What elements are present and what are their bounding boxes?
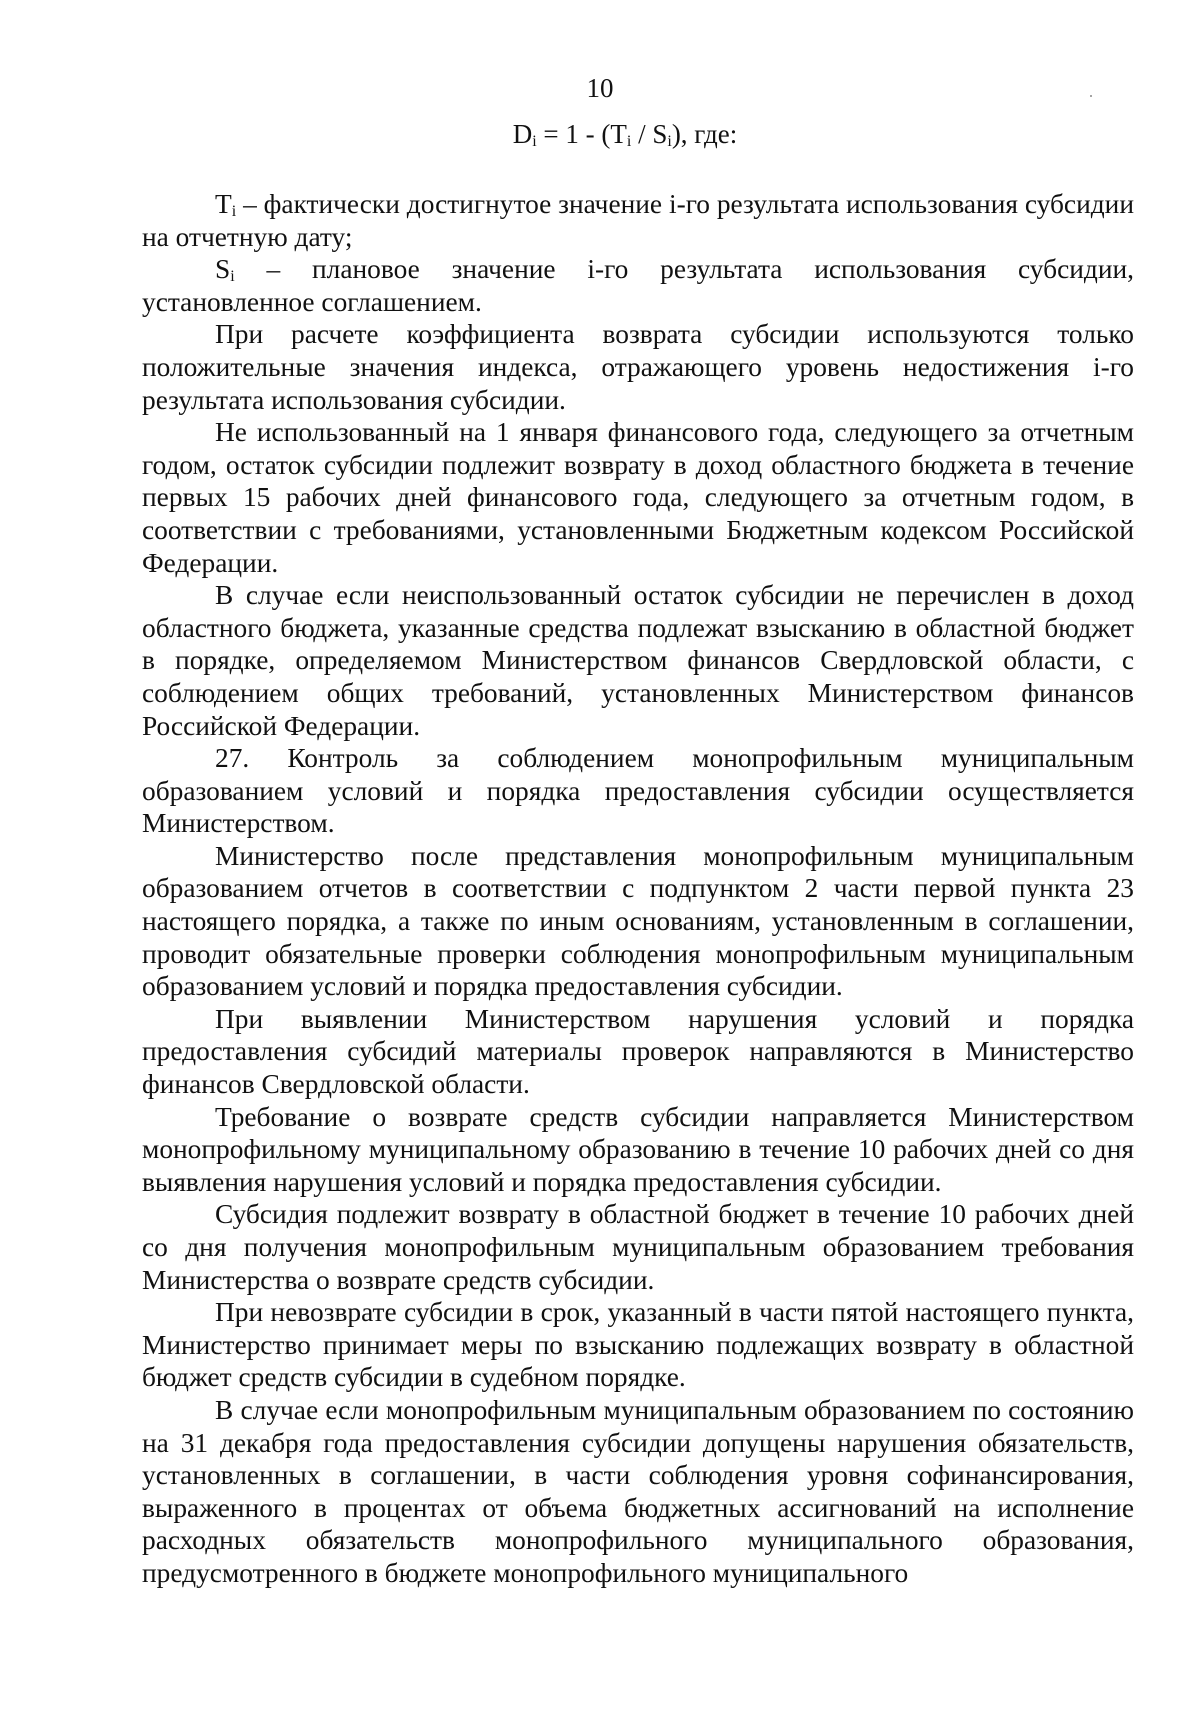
formula-tail: ), где: <box>671 119 738 149</box>
paragraph-coefficient: При расчете коэффициента возврата субсидии используются только положительные значения индекса, отражающего уровень недостижения i-го результата использования субсидии. <box>142 319 1134 415</box>
paragraph-unused-balance: Не использованный на 1 января финансового года, следующего за отчетным годом, остаток субсидии подлежит возврату в доход областного бюджета в течение первых 15 рабочих дней финансового года, следующего за отчетным годом, в соответствии с требованиями, установленными Бюджетным кодексом Российской Федерации. <box>142 417 1134 578</box>
formula-lhs-subscript: i <box>532 133 537 150</box>
ti-definition-text: – фактически достигнутое значение i-го результата использования субсидии на отчетную дату; <box>142 189 1134 252</box>
document-body <box>142 188 1134 1590</box>
paragraph-si-definition <box>142 253 1134 318</box>
si-definition-text: – плановое значение i-го результата использования субсидии, установленное соглашением. <box>142 254 1134 317</box>
paragraph-violations: При выявлении Министерством нарушения условий и порядка предоставления субсидий материалы проверок направляются в Министерство финансов Свердловской области. <box>142 1003 1134 1100</box>
symbol-s: S <box>215 254 231 285</box>
formula-t-subscript: i <box>626 133 632 150</box>
paragraph-ti-definition <box>142 188 1134 253</box>
formula-s-subscript: i <box>667 133 672 150</box>
formula-lhs: D <box>512 119 533 149</box>
symbol-s-subscript: i <box>230 268 235 286</box>
formula-part-2: / S <box>631 119 668 149</box>
paragraph-item-27: 27. Контроль за соблюдением монопрофильным муниципальным образованием условий и порядка предоставления субсидии осуществляется Министерством. <box>142 743 1134 839</box>
paragraph-refund-demand: Требование о возврате средств субсидии направляется Министерством монопрофильному муниципальному образованию в течение 10 рабочих дней со дня выявления нарушения условий и порядка предоставления субсидии. <box>142 1101 1134 1197</box>
formula <box>0 118 1200 150</box>
formula-part-1: = 1 - (T <box>536 119 627 149</box>
symbol-t: T <box>215 189 232 219</box>
paragraph-recovery: В случае если неиспользованный остаток субсидии не перечислен в доход областного бюджета, указанные средства подлежат взысканию в областной бюджет в порядке, определяемом Министерством финансов Свердловской области, с соблюдением общих требований, установленных Министерством финансов Российской Федерации. <box>142 580 1134 741</box>
symbol-t-subscript: i <box>231 203 237 220</box>
paragraph-court-recovery: При невозврате субсидии в срок, указанный в части пятой настоящего пункта, Министерство принимает меры по взысканию подлежащих возврату в областной бюджет средств субсидии в судебном порядке. <box>142 1297 1134 1393</box>
paragraph-inspections: Министерство после представления монопрофильным муниципальным образованием отчетов в соответствии с подпунктом 2 части первой пункта 23 настоящего порядка, а также по иным основаниям, установленным в соглашении, проводит обязательные проверки соблюдения монопрофильным муниципальным образованием условий и порядка предоставления субсидии. <box>142 840 1134 1002</box>
page-number: 10 <box>586 73 614 103</box>
paragraph-refund-deadline: Субсидия подлежит возврату в областной бюджет в течение 10 рабочих дней со дня получения монопрофильным муниципальным образованием требования Министерства о возврате средств субсидии. <box>142 1199 1134 1295</box>
paragraph-cofinancing: В случае если монопрофильным муниципальным образованием по состоянию на 31 декабря года предоставления субсидии допущены нарушения обязательств, установленных в соглашении, в части соблюдения уровня софинансирования, выраженного в процентах от объема бюджетных ассигнований на исполнение расходных обязательств монопрофильного муниципального образования, предусмотренного в бюджете монопрофильного муниципального <box>142 1394 1134 1588</box>
